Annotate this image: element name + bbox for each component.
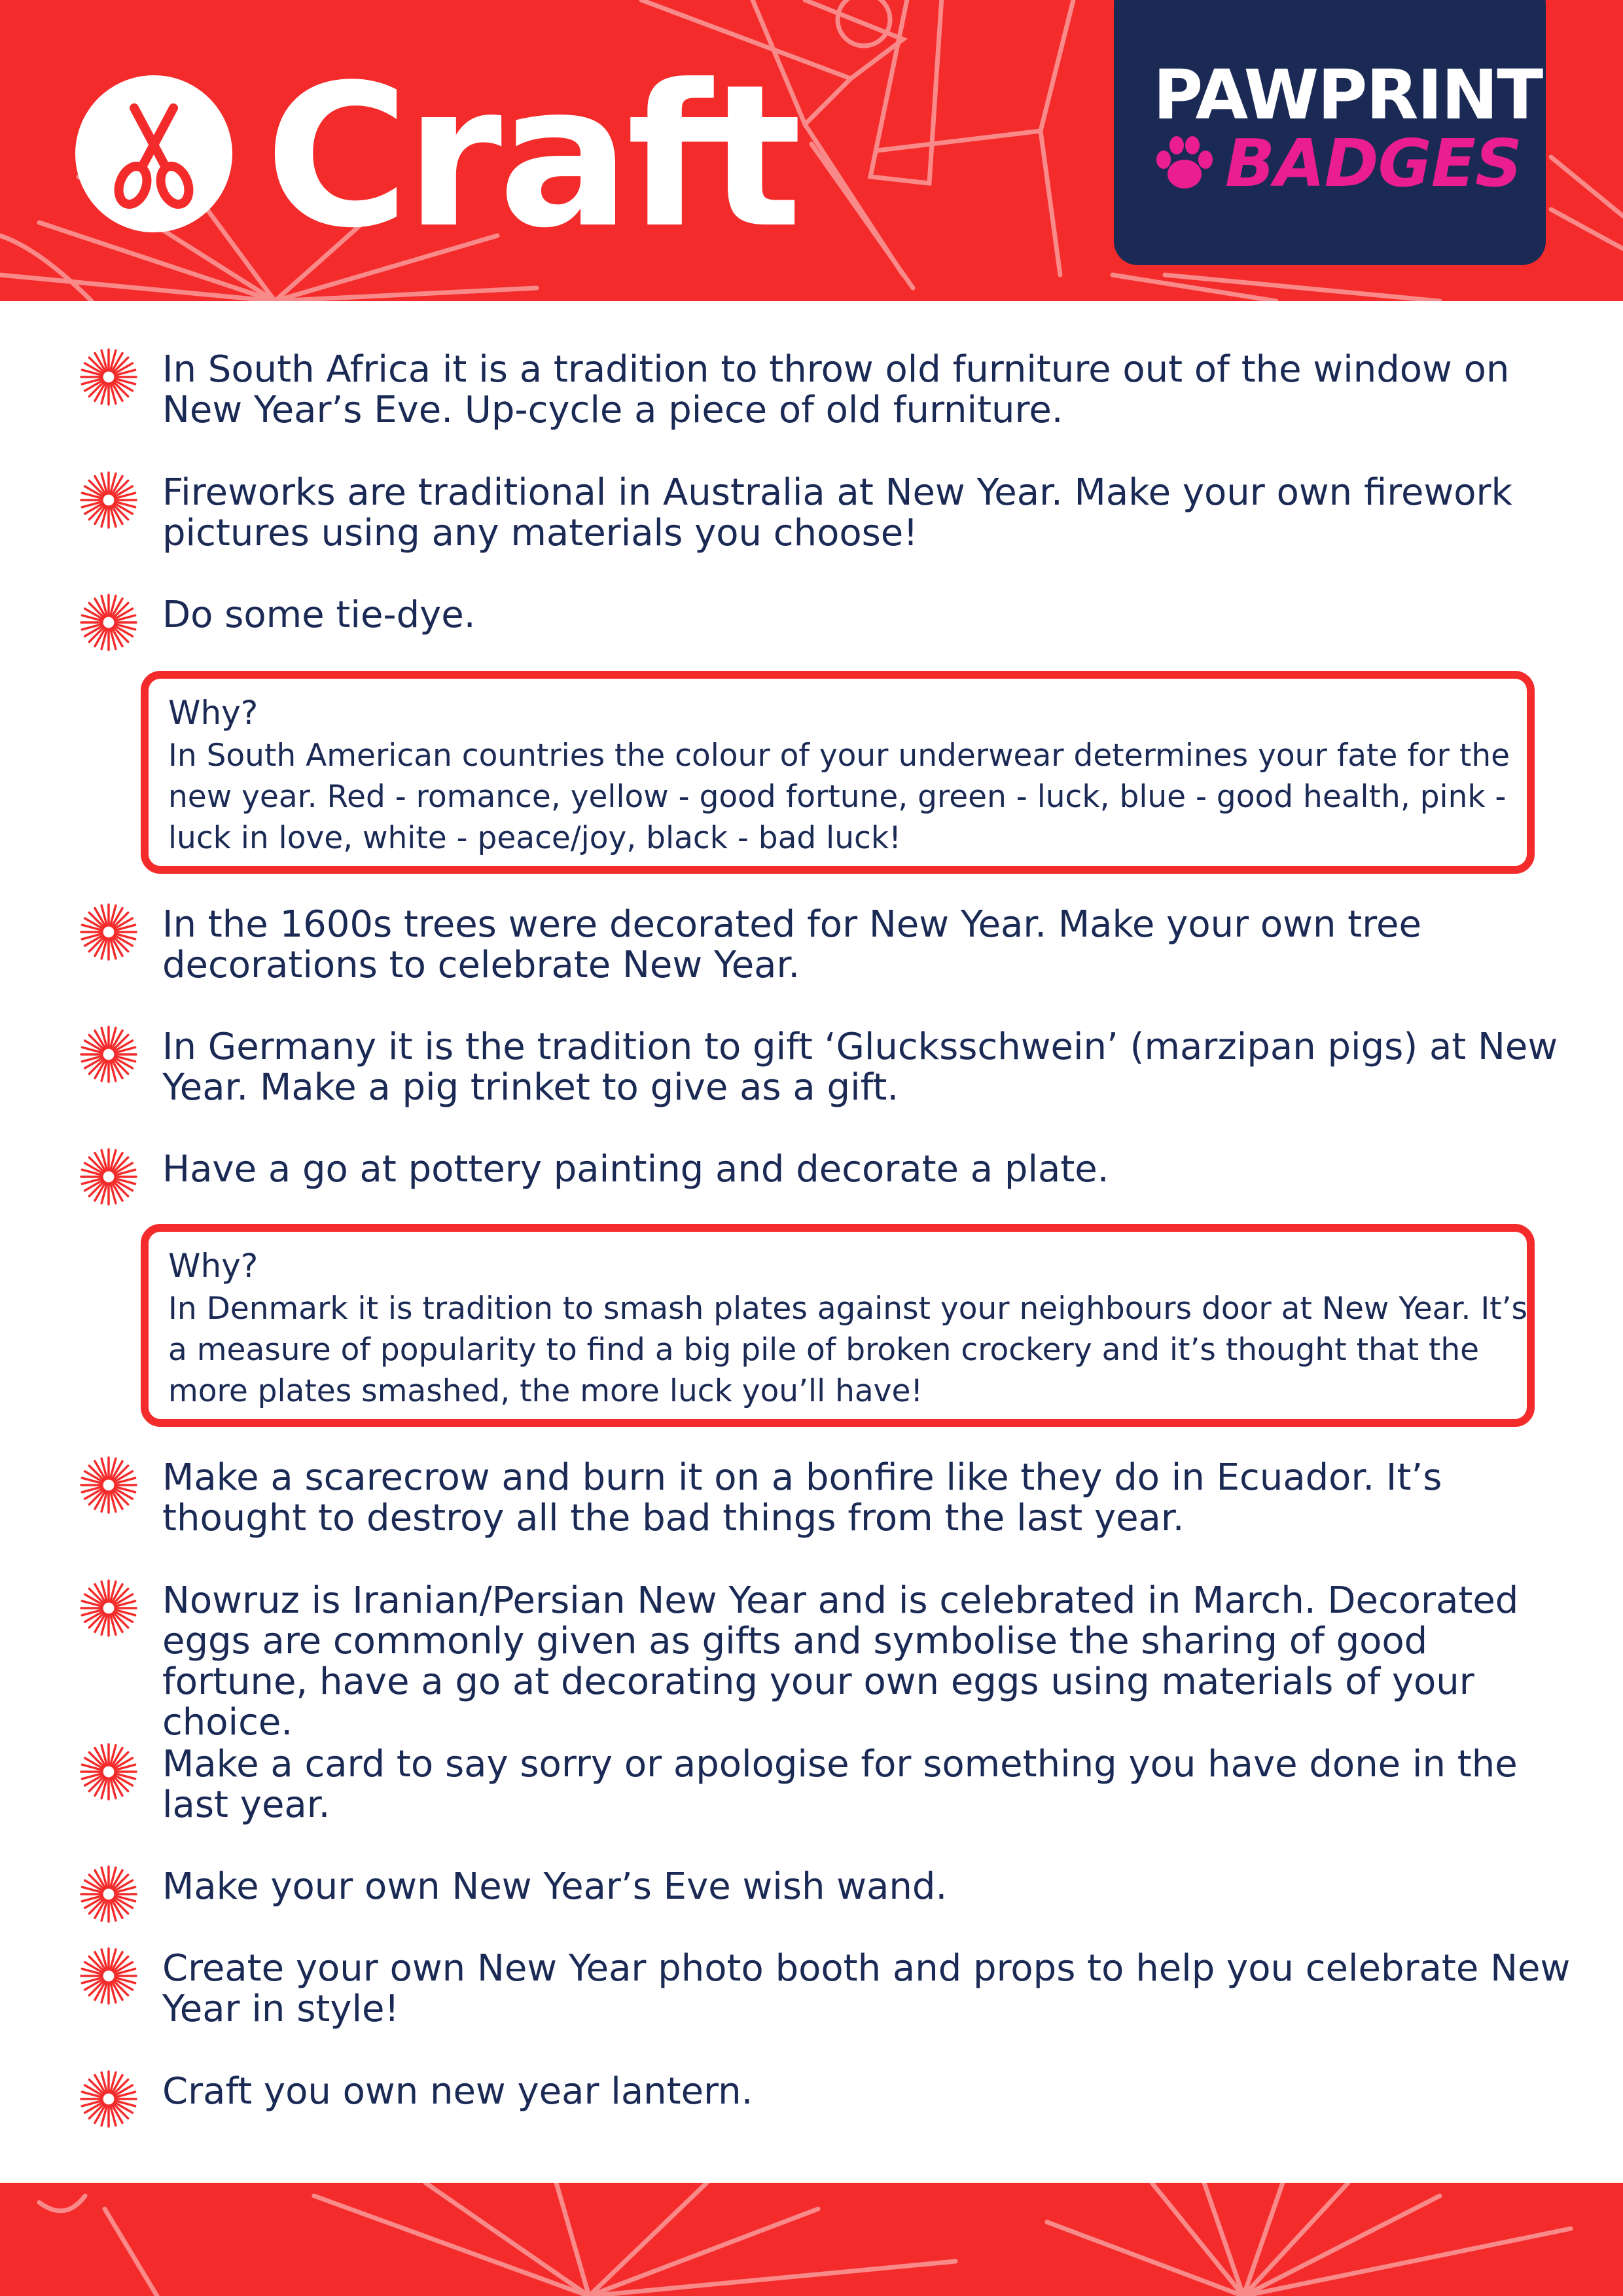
firework-burst-icon: [79, 1147, 139, 1207]
paw-icon: [1152, 135, 1217, 194]
firework-burst-icon: [79, 2069, 139, 2129]
firework-burst-icon: [79, 1946, 139, 2006]
header-banner: [0, 0, 1623, 301]
list-item-text: In Germany it is the tradition to gift ‘Glucksschwein’ (marzipan pigs) at New Year. Make a pig trinket to give as a gift.: [162, 1026, 1558, 1109]
firework-burst-icon: [79, 1578, 139, 1638]
list-item-text: Do some tie-dye.: [162, 594, 476, 636]
firework-burst-icon: [79, 1024, 139, 1085]
logo-line1: PAWPRINT: [1153, 55, 1543, 135]
list-item-text: Nowruz is Iranian/Persian New Year and is celebrated in March. Decorated eggs are commonly given as gifts and symbolise the sharing of good fortune, have a go at decorating your own eggs using materials of your choice.: [162, 1579, 1519, 1744]
list-item-text: In South Africa it is a tradition to throw old furniture out of the window on New Year’s Eve. Up-cycle a piece of old furniture.: [162, 348, 1510, 431]
list-item-text: Make a scarecrow and burn it on a bonfire like they do in Ecuador. It’s thought to destroy all the bad things from the last year.: [162, 1456, 1442, 1539]
firework-burst-icon: [79, 347, 139, 407]
pawprint-badges-logo: [1114, 0, 1546, 265]
scissors-icon: [75, 75, 232, 232]
why-text: In Denmark it is tradition to smash plates against your neighbours door at New Year. It’s a measure of popularity to find a big pile of broken crockery and it’s thought that the more plates smashed, the more luck you’ll have!: [168, 1291, 1528, 1409]
firework-burst-icon: [79, 1864, 139, 1924]
firework-decoration: [0, 2183, 1623, 2296]
list-item-text: Make a card to say sorry or apologise for something you have done in the last year.: [162, 1743, 1518, 1826]
list-item-text: Make your own New Year’s Eve wish wand.: [162, 1865, 948, 1908]
scissors-badge: [75, 75, 232, 232]
why-box: [141, 1224, 1535, 1427]
why-text: In South American countries the colour of your underwear determines your fate for the new year. Red - romance, yellow - good fortune, green - luck, blue - good health, pink - luck in love, white - peace/joy, black - bad luck!: [168, 738, 1510, 856]
firework-burst-icon: [79, 1455, 139, 1515]
list-item-text: Create your own New Year photo booth and props to help you celebrate New Year in style!: [162, 1947, 1571, 2030]
page-title: Craft: [265, 43, 798, 271]
why-title: Why?: [168, 1247, 259, 1285]
firework-burst-icon: [79, 1742, 139, 1802]
firework-burst-icon: [79, 592, 139, 653]
list-item-text: Have a go at pottery painting and decorate a plate.: [162, 1148, 1109, 1191]
logo-line2: BADGES: [1225, 125, 1522, 202]
firework-burst-icon: [79, 470, 139, 530]
footer-banner: [0, 2183, 1623, 2296]
list-item-text: In the 1600s trees were decorated for New Year. Make your own tree decorations to celebrate New Year.: [162, 903, 1421, 986]
why-box: [141, 671, 1535, 874]
list-item-text: Craft you own new year lantern.: [162, 2070, 753, 2113]
list-item-text: Fireworks are traditional in Australia at New Year. Make your own firework pictures using any materials you choose!: [162, 471, 1512, 554]
firework-burst-icon: [79, 902, 139, 962]
why-title: Why?: [168, 694, 259, 732]
